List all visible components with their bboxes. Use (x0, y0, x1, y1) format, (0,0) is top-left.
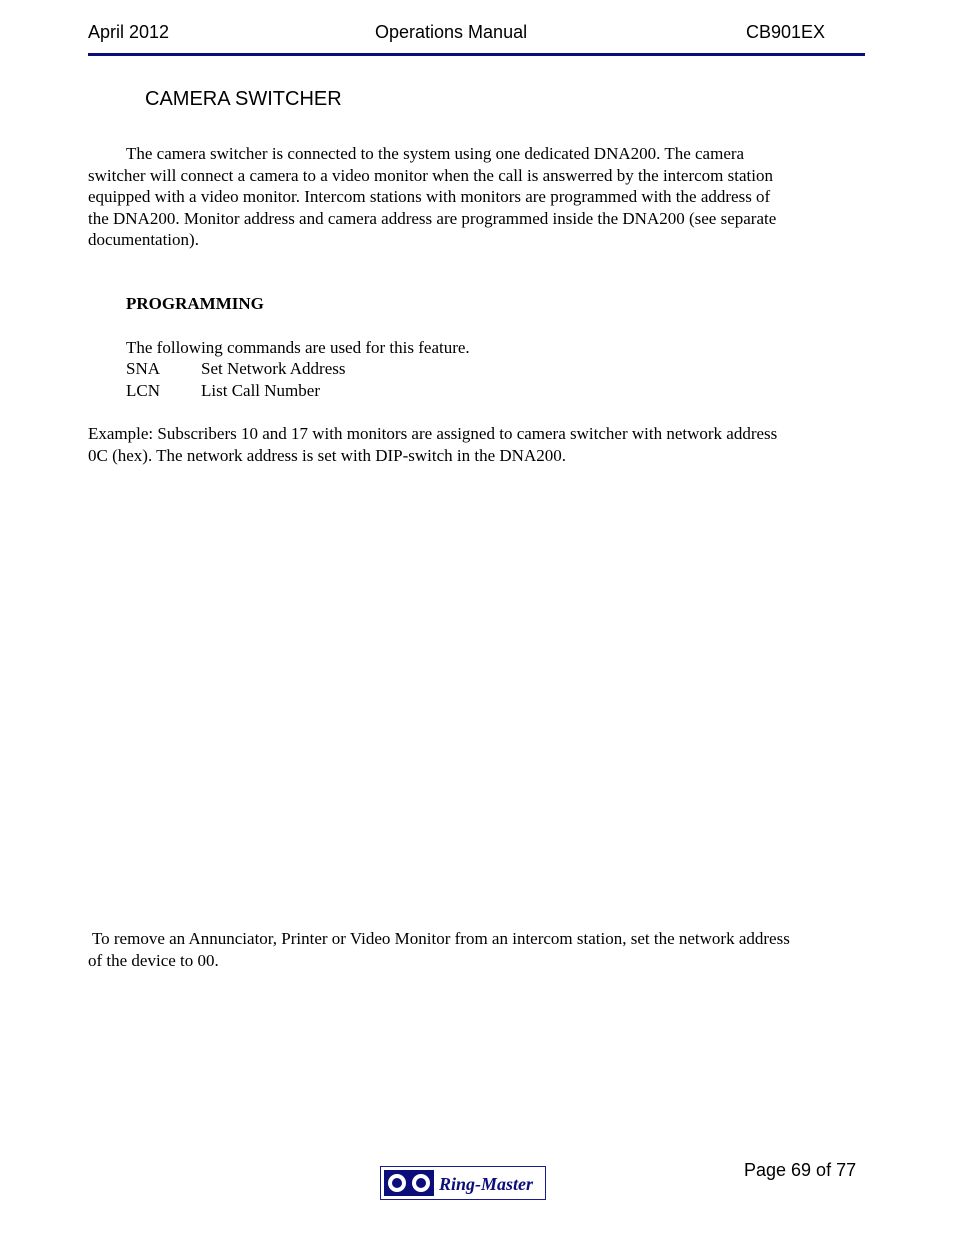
example-paragraph (88, 423, 868, 466)
command-code: SNA (126, 359, 161, 378)
removal-line: of the device to 00. (88, 950, 219, 970)
ring-master-logo (380, 1166, 546, 1200)
removal-note (88, 928, 873, 971)
intro-line: equipped with a video monitor. Intercom stations with monitors are programmed with the address of (88, 187, 771, 206)
header-model: CB901EX (746, 22, 826, 42)
example-line: 0C (hex). The network address is set with DIP-switch in the DNA200. (88, 445, 566, 465)
programming-heading: PROGRAMMING (126, 294, 264, 313)
removal-line: To remove an Annunciator, Printer or Video Monitor from an intercom station, set the network address (88, 929, 790, 948)
logo-graphic (381, 1167, 545, 1199)
page-number: Page 69 of 77 (744, 1160, 857, 1180)
header-date: April 2012 (88, 22, 170, 42)
command-description: Set Network Address (201, 359, 346, 378)
command-row (126, 380, 526, 402)
header-title: Operations Manual (375, 22, 528, 42)
command-description: List Call Number (201, 381, 320, 400)
example-line: Example: Subscribers 10 and 17 with monitors are assigned to camera switcher with network address (88, 424, 778, 443)
header-divider (88, 53, 865, 56)
logo-text: Ring-Master (439, 1174, 534, 1194)
command-row (126, 358, 526, 380)
programming-intro: The following commands are used for this feature. (126, 338, 470, 357)
intro-line: documentation). (88, 230, 199, 249)
intro-line: The camera switcher is connected to the system using one dedicated DNA200. The camera (126, 144, 745, 163)
intro-paragraph (88, 143, 868, 251)
intro-line: switcher will connect a camera to a video monitor when the call is answerred by the intercom station (88, 165, 773, 185)
intro-line: the DNA200. Monitor address and camera address are programmed inside the DNA200 (see separate (88, 208, 777, 228)
section-title: CAMERA SWITCHER (145, 88, 342, 110)
command-code: LCN (126, 381, 160, 400)
